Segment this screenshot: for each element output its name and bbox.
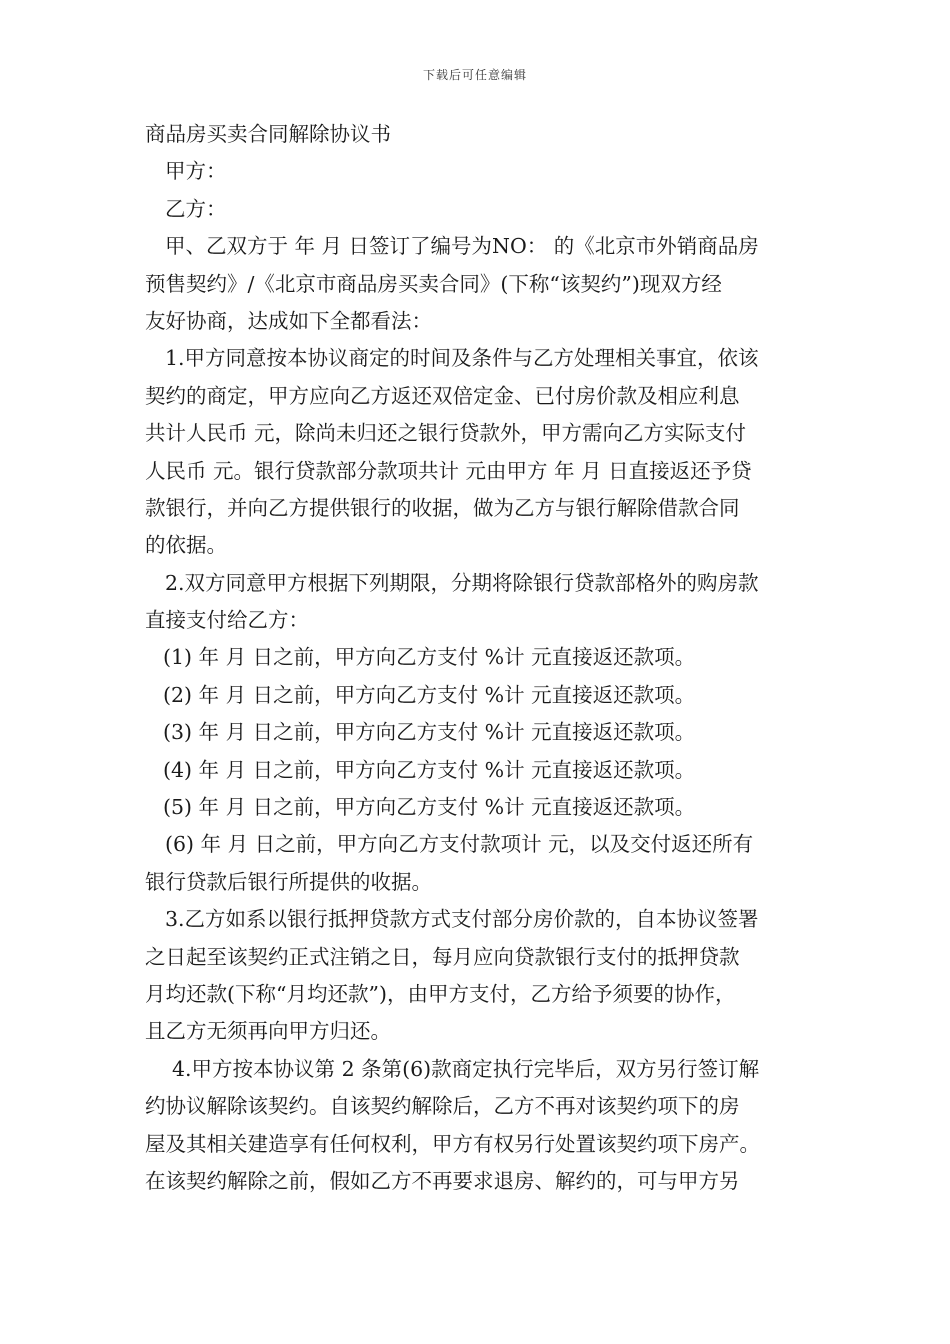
installment-item: (4) 年 月 日之前，甲方向乙方支付 %计 元直接返还款项。 <box>163 757 696 782</box>
clause-4-line: 4.甲方按本协议第 2 条第(6)款商定执行完毕后，双方另行签订解 <box>172 1056 760 1081</box>
clause-1-line: 人民币 元。银行贷款部分款项共计 元由甲方 年 月 日直接返还予贷 <box>145 458 752 483</box>
installment-item: 银行贷款后银行所提供的收据。 <box>145 869 432 894</box>
clause-1-line: 的依据。 <box>145 533 227 558</box>
installment-item: (3) 年 月 日之前，甲方向乙方支付 %计 元直接返还款项。 <box>163 720 696 745</box>
party-b-line: 乙方： <box>165 196 227 221</box>
clause-1-line: 1.甲方同意按本协议商定的时间及条件与乙方处理相关事宜，依该 <box>165 346 759 371</box>
header-note: 下载后可任意编辑 <box>422 68 527 82</box>
installment-item: (1) 年 月 日之前，甲方向乙方支付 %计 元直接返还款项。 <box>163 645 696 670</box>
clause-1-line: 契约的商定，甲方应向乙方返还双倍定金、已付房价款及相应利息 <box>145 383 740 408</box>
installment-item: (2) 年 月 日之前，甲方向乙方支付 %计 元直接返还款项。 <box>163 682 696 707</box>
clause-3-line: 之日起至该契约正式注销之日，每月应向贷款银行支付的抵押贷款 <box>145 944 740 969</box>
paragraph-line: 预售契约》/《北京市商品房买卖合同》(下称“该契约”)现双方经 <box>145 271 722 296</box>
clause-4-line: 屋及其相关建造享有任何权利，甲方有权另行处置该契约项下房产。 <box>145 1131 760 1156</box>
clause-2-line: 2.双方同意甲方根据下列期限，分期将除银行贷款部格外的购房款 <box>165 570 759 595</box>
clause-3-line: 3.乙方如系以银行抵押贷款方式支付部分房价款的，自本协议签署 <box>165 907 759 932</box>
installment-item: (6) 年 月 日之前，甲方向乙方支付款项计 元，以及交付返还所有 <box>165 832 754 857</box>
document-title: 商品房买卖合同解除协议书 <box>145 122 391 146</box>
clause-1-line: 共计人民币 元，除尚未归还之银行贷款外，甲方需向乙方实际支付 <box>145 421 747 446</box>
party-a-line: 甲方： <box>165 159 227 184</box>
clause-1-line: 款银行，并向乙方提供银行的收据，做为乙方与银行解除借款合同 <box>145 495 740 520</box>
installment-item: (5) 年 月 日之前，甲方向乙方支付 %计 元直接返还款项。 <box>163 795 696 820</box>
clause-4-line: 在该契约解除之前，假如乙方不再要求退房、解约的，可与甲方另 <box>145 1168 740 1193</box>
paragraph-line: 甲、乙双方于 年 月 日签订了编号为NO： 的《北京市外销商品房 <box>165 234 759 259</box>
clause-4-line: 约协议解除该契约。自该契约解除后，乙方不再对该契约项下的房 <box>145 1094 740 1119</box>
document-body <box>145 116 813 1200</box>
clause-3-line: 且乙方无须再向甲方归还。 <box>145 1019 391 1044</box>
clause-3-line: 月均还款(下称“月均还款”)，由甲方支付，乙方给予须要的协作， <box>145 981 736 1006</box>
paragraph-line: 友好协商，达成如下全都看法： <box>145 308 432 333</box>
clause-2-line: 直接支付给乙方： <box>145 608 309 633</box>
